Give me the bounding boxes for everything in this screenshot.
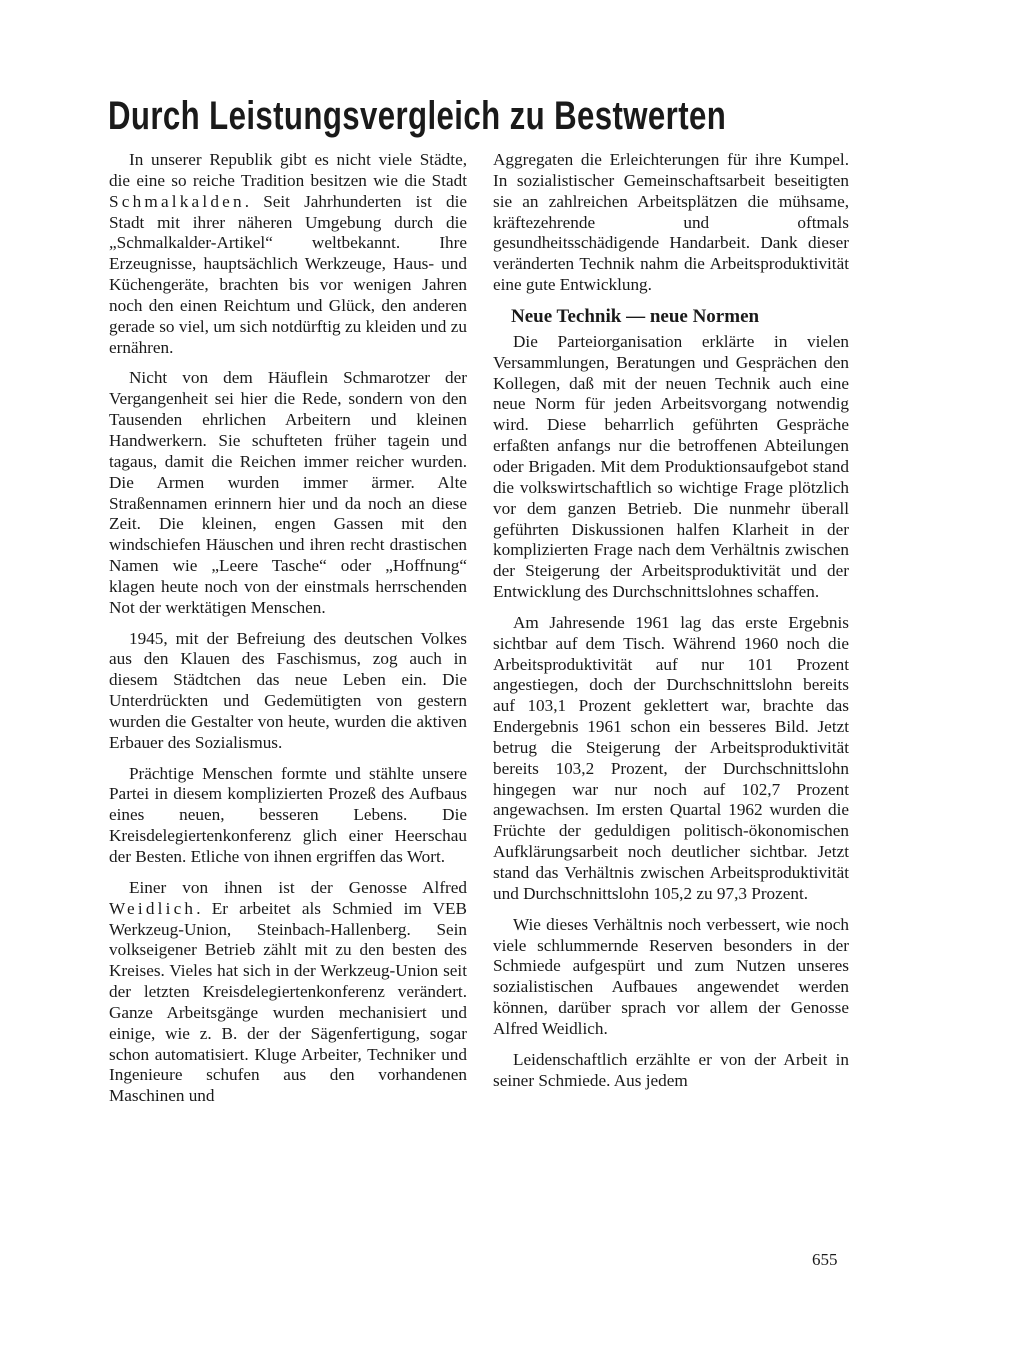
paragraph: Am Jahresende 1961 lag das erste Ergebnis sichtbar auf dem Tisch. Während 1960 noch die Arbeitsproduktivität auf nur 101 Prozent angestiegen, doch der Durchschnittslohn bereits auf 103,1 Prozent geklettert war, brachte das Endergebnis 1961 schon ein besseres Bild. Jetzt betrug die Steigerung der Arbeitsproduktivität bereits 103,2 Prozent, der Durchschnittslohn hingegen war nur noch auf 102,7 Prozent angewachsen. Im ersten Quartal 1962 wurden die Früchte der geduldigen politisch-ökonomischen Aufklärungsarbeit noch deutlicher sichtbar. Jetzt stand das Verhältnis zwischen Arbeitsproduktivität und Durchschnittslohn 105,2 zu 97,3 Prozent. [493, 612, 849, 903]
paragraph: Nicht von dem Häuflein Schmarotzer der Vergangenheit sei hier die Rede, sondern von den Tausenden ehrlichen Arbeitern und kleinen Handwerkern. Sie schufteten früher tagein und tagaus, damit die Reichen immer reicher wurden. Die Armen wurden immer ärmer. Alte Straßennamen erinnern hier und da noch an diese Zeit. Die kleinen, engen Gassen mit den windschiefen Häuschen und ihren recht drastischen Namen wie „Leere Tasche“ oder „Hoffnung“ klagen heute noch von der einstmals herrschenden Not der werktätigen Menschen. [109, 368, 467, 617]
paragraph: Leidenschaftlich erzählte er von der Arbeit in seiner Schmiede. Aus jedem [493, 1049, 849, 1090]
paragraph: Aggregaten die Erleichterungen für ihre Kumpel. In sozialistischer Gemeinschaftsarbeit beseitigten sie an zahlreichen Arbeitsplätzen die mühsame, kräftezehrende und oftmals gesundheitsschädigende Handarbeit. Dank dieser veränderten Technik nahm die Arbeitsproduktivität eine gute Entwicklung. [493, 150, 849, 295]
paragraph: Die Parteiorganisation erklärte in vielen Versammlungen, Beratungen und Gesprächen den Kollegen, daß mit der neuen Technik auch eine neue Norm für jeden Arbeitsvorgang notwendig wird. Diese beharrlich geführten Gespräche erfaßten anfangs nur die betroffenen Abteilungen oder Brigaden. Mit dem Produktionsaufgebot stand die volkswirtschaftlich so wichtige Frage plötzlich vor dem ganzen Betrieb. Die nunmehr überall geführten Diskussionen halfen Klarheit in der komplizierten Frage nach dem Verhältnis zwischen der Steigerung der Arbeitsproduktivität und der Entwicklung des Durchschnittslohnes schaffen. [493, 331, 849, 602]
article-title: Durch Leistungsvergleich zu Bestwerten [108, 94, 727, 138]
emphasized-name: Schmalkalden [109, 191, 245, 211]
paragraph: Wie dieses Verhältnis noch verbessert, wie noch viele schlummernde Reserven besonders in der Schmiede aufgespürt und zum Nutzen unseres sozialistischen Aufbaues angewendet werden können, darüber sprach vor allem der Genosse Alfred Weidlich. [493, 914, 849, 1038]
paragraph: Einer von ihnen ist der Genosse Alfred Weidlich. Er arbeitet als Schmied im VEB Werkzeug-Union, Steinbach-Hallenberg. Sein volkseigener Betrieb zählt mit zu den besten des Kreises. Vieles hat sich in der Werkzeug-Union seit der letzten Kreisdelegiertenkonferenz verändert. Ganze Arbeitsgänge wurden mechanisiert und einige, wie z. B. der der Sägenfertigung, sogar schon automatisiert. Kluge Arbeiter, Techniker und Ingenieure schufen aus den vorhandenen Maschinen und [109, 877, 467, 1106]
right-column [493, 150, 849, 1101]
paragraph: Prächtige Menschen formte und stählte unsere Partei in diesem komplizierten Prozeß des Aufbaus eines neuen, besseren Lebens. Die Kreisdelegiertenkonferenz glich einer Heerschau der Besten. Etliche von ihnen ergriffen das Wort. [109, 763, 467, 866]
left-column [109, 150, 467, 1117]
page-number: 655 [812, 1250, 838, 1269]
section-heading: Neue Technik — neue Normen [511, 305, 760, 327]
paragraph: 1945, mit der Befreiung des deutschen Volkes aus den Klauen des Faschismus, zog auch in diesem Städtchen das neue Leben ein. Die Unterdrückten und Gedemütigten von gestern wurden die Gestalter von heute, wurden die aktiven Erbauer des Sozialismus. [109, 628, 467, 752]
paragraph: In unserer Republik gibt es nicht viele Städte, die eine so reiche Tradition besitzen wie die Stadt Schmalkalden. Seit Jahrhunderten ist die Stadt mit ihrer näheren Umgebung durch die „Schmalkalder-Artikel“ weltbekannt. Ihre Erzeugnisse, hauptsächlich Werkzeuge, Haus- und Küchengeräte, brachten bis vor wenigen Jahren noch den einen Reichtum und Glück, den anderen gerade so viel, um sich notdürftig zu kleiden und zu ernähren. [109, 150, 467, 357]
emphasized-name: Weidlich [109, 898, 197, 918]
